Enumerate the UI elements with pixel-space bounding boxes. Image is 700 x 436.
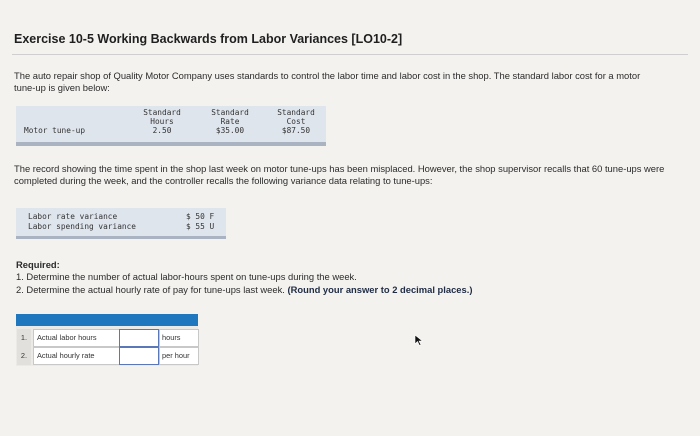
answer-row-actual-rate — [16, 347, 198, 365]
variance-row-rate — [28, 212, 218, 222]
rounding-instruction: (Round your answer to 2 decimal places.) — [287, 284, 473, 295]
value-standard-cost: $87.50 — [281, 126, 311, 135]
answer-label: Actual hourly rate — [33, 347, 121, 365]
header-line: Hours — [150, 117, 174, 126]
row-number: 2. — [17, 347, 31, 365]
header-line: Standard — [211, 108, 249, 117]
variance-label: Labor rate variance — [28, 212, 118, 221]
actual-rate-input[interactable] — [119, 347, 159, 365]
value-standard-rate: $35.00 — [215, 126, 245, 135]
variance-row-spending — [28, 222, 218, 232]
variance-amount: $ 50 F — [186, 212, 215, 221]
mouse-pointer-icon — [414, 334, 424, 346]
intro-text: The auto repair shop of Quality Motor Company uses standards to control the labor time and labor cost in the shop. The standard labor cost for a motor tune-up is given below: — [14, 70, 641, 93]
answer-table — [16, 314, 198, 366]
header-standard-rate — [202, 108, 258, 126]
unit-label: hours — [159, 329, 199, 347]
variance-label: Labor spending variance — [28, 222, 136, 231]
unit-label: per hour — [159, 347, 199, 365]
record-text: The record showing the time spent in the shop last week on motor tune-ups has been misplaced. However, the shop supervisor recalls that 60 tune-ups were completed during the week, and the controller recalls the following variance data relating to tune-ups: — [14, 163, 665, 186]
actual-hours-input[interactable] — [119, 329, 159, 347]
variance-amount: $ 55 U — [186, 222, 215, 231]
value-standard-hours: 2.50 — [152, 126, 172, 135]
row-number: 1. — [17, 329, 31, 347]
title-divider — [12, 54, 688, 55]
header-standard-cost — [268, 108, 324, 126]
answer-table-header — [16, 314, 198, 326]
standards-table — [16, 106, 326, 146]
answer-label: Actual labor hours — [33, 329, 121, 347]
variance-table — [16, 208, 226, 239]
header-standard-hours — [134, 108, 190, 126]
required-heading: Required: — [16, 259, 60, 270]
required-item-1: 1. Determine the number of actual labor-hours spent on tune-ups during the week. — [16, 271, 357, 282]
answer-row-actual-hours — [16, 329, 198, 347]
row-label-motor-tune-up: Motor tune-up — [24, 126, 86, 135]
header-line: Standard — [277, 108, 315, 117]
required-item-2-text: 2. Determine the actual hourly rate of pay for tune-ups last week. — [16, 284, 285, 295]
required-item-2 — [16, 284, 472, 295]
header-line: Rate — [220, 117, 240, 126]
page-title: Exercise 10-5 Working Backwards from Labor Variances [LO10-2] — [14, 32, 403, 46]
header-line: Cost — [286, 117, 306, 126]
header-line: Standard — [143, 108, 181, 117]
